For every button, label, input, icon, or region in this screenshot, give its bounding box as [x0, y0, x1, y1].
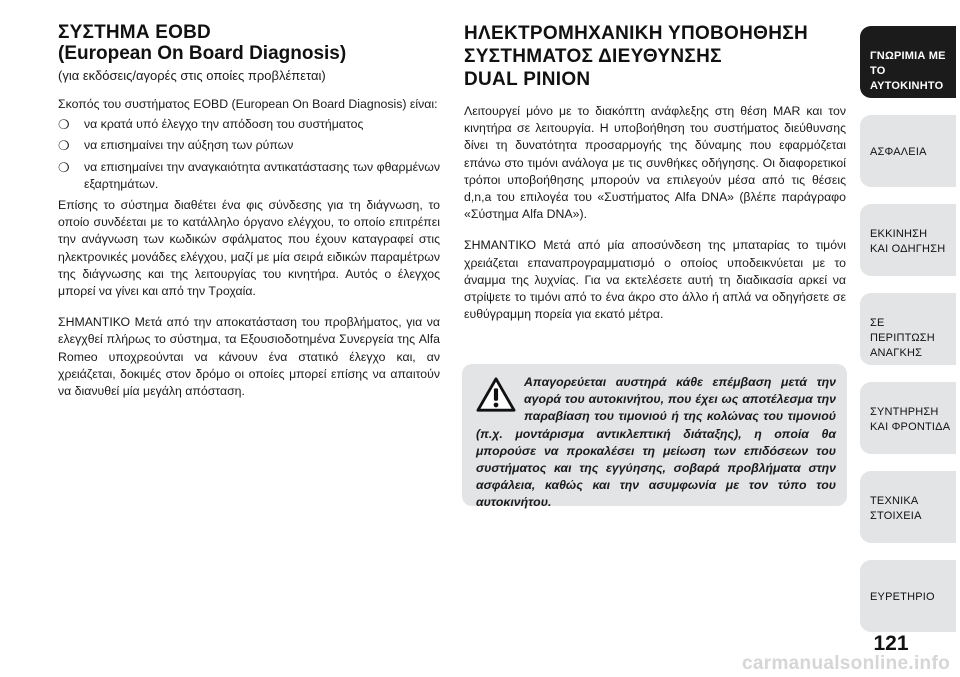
eobd-intro: Σκοπός του συστήματος EOBD (European On Board Diagnosis) είναι: — [58, 97, 438, 111]
eobd-paragraph-diagnosis: Επίσης το σύστημα διαθέτει ένα φις σύνδεσης για τη διάγνωση, το οποίο συνδέεται με το κατάλληλο όργανο ελέγχου, το οποίο επιτρέπει την ανάγνωση των κωδικών σφάλματος που έχουν καταγραφεί στις ηλεκτρονικές μονάδες ελέγχου, μαζί με μία σειρά ειδικών παραμέτρων της διάγνωσης και της λειτουργίας του κινητήρα. Αυτός ο έλεγχος μπορεί να γίνει και από την Τροχαία. — [58, 198, 440, 299]
tab-index[interactable] — [860, 560, 956, 632]
tab-label: ΣΕ ΠΕΡΙΠΤΩΣΗ — [870, 317, 935, 344]
tab-label: ΑΝΑΓΚΗΣ — [870, 347, 923, 359]
tab-label: ΑΥΤΟΚΙΝΗΤΟ — [870, 80, 944, 92]
tab-safety[interactable] — [860, 115, 956, 187]
tab-technical-data[interactable] — [860, 471, 956, 543]
warning-text-body: Απαγορεύεται αυστηρά κάθε επέμβαση μετά την αγορά του αυτοκινήτου, που έχει ως αποτέλεσμα την παραβίαση του τιμονιού ή της κολώνας του τιμονιού (π.χ. μοντάρισμα αντικλεπτική διάταξης), η οποία θα μπορούσε να προκαλέσει τη μείωση των επιδόσεων του συστήματος και της εγγύησης, σοβαρά προβλήματα στην ασφάλεια, καθώς και την ασυμφωνία με τον τύπο του αυτοκινήτου. — [476, 375, 836, 510]
list-item — [58, 116, 440, 133]
dual-pinion-title-line3: DUAL PINION — [464, 69, 591, 90]
list-item-text: να κρατά υπό έλεγχο την απόδοση του συστήματος — [84, 117, 364, 132]
bullet-circle-icon: ❍ — [58, 138, 70, 154]
tab-label: ΓΝΩΡΙΜΙΑ ΜΕ ΤΟ — [870, 50, 946, 77]
bullet-circle-icon: ❍ — [58, 117, 70, 133]
tab-label: ΚΑΙ ΦΡΟΝΤΙΔΑ — [870, 421, 951, 433]
tab-emergency[interactable] — [860, 293, 956, 365]
list-item-text: να επισημαίνει την αύξηση των ρύπων — [84, 138, 294, 153]
dual-pinion-paragraph-important: ΣΗΜΑΝΤΙΚΟ Μετά από μία αποσύνδεση της μπαταρίας το τιμόνι χρειάζεται επαναπρογραμματισμό ο οποίος υποδεικνύεται με το άναμμα της λυχνίας. Για να εκτελέσετε αυτή τη διαδικασία αρκεί να στρίψετε το τιμόνι από το ένα άκρο στο άλλο ή απλά να οδηγήσετε σε ευθύγραμμη πορεία για εκατό μέτρα. — [464, 238, 846, 322]
list-item — [58, 137, 440, 154]
eobd-bullet-list — [58, 116, 440, 193]
tab-label: ΕΥΡΕΤΗΡΙΟ — [870, 591, 935, 603]
warning-box — [462, 364, 847, 510]
eobd-title-subline: (European On Board Diagnosis) — [58, 43, 347, 64]
tab-label: ΣΤΟΙΧΕΙΑ — [870, 510, 922, 522]
dual-pinion-title: ΗΛΕΚΤΡΟΜΗΧΑΝΙΚΗ ΥΠΟΒΟΗΘΗΣΗ — [464, 23, 808, 44]
tab-label: ΣΥΝΤΗΡΗΣΗ — [870, 406, 939, 418]
tab-maintenance-and-care[interactable] — [860, 382, 956, 454]
tab-getting-to-know-car[interactable] — [860, 26, 956, 98]
left-column — [58, 22, 440, 400]
eobd-title: ΣΥΣΤΗΜΑ EOBD — [58, 22, 211, 43]
watermark: carmanualsonline.info — [742, 653, 950, 674]
eobd-subtitle: (για εκδόσεις/αγορές στις οποίες προβλέπεται) — [58, 68, 326, 83]
tab-label: ΤΕΧΝΙΚΑ — [870, 495, 919, 507]
right-column — [464, 22, 846, 323]
list-item — [58, 159, 440, 193]
dual-pinion-title-line2: ΣΥΣΤΗΜΑΤΟΣ ΔΙΕΥΘΥΝΣΗΣ — [464, 46, 722, 67]
tab-label: ΑΣΦΑΛΕΙΑ — [870, 146, 927, 158]
dual-pinion-paragraph: Λειτουργεί μόνο με το διακόπτη ανάφλεξης στη θέση MAR και τον κινητήρα σε λειτουργία. Η υποβοήθηση του συστήματος διεύθυνσης δίνει τη δυνατότητα προσαρμογής της δύναμης που εφαρμόζεται επάνω στο τιμόνι ανάλογα με τις συνθήκες οδήγησης. Οι διαφορετικοί τρόποι υποβοήθησης μπορούν να επιλεγούν μέσα από τις θέσεις d,n,a του επιλογέα του «Συστήματος Alfa DNA» (βλέπε παράγραφο «Σύστημα Alfa DNA»). — [464, 104, 846, 222]
tab-starting-and-driving[interactable] — [860, 204, 956, 276]
tab-label: ΕΚΚΙΝΗΣΗ — [870, 228, 928, 240]
bullet-circle-icon: ❍ — [58, 159, 70, 175]
eobd-paragraph-important: ΣΗΜΑΝΤΙΚΟ Μετά από την αποκατάσταση του προβλήματος, για να ελεγχθεί πλήρως το σύστημα, τα Εξουσιοδοτημένα Συνεργεία της Alfa Romeo υποχρεούνται να κάνουν ένα στατικό έλεγχο και, αν χρειάζεται, δοκιμές στον δρόμο οι οποίες μπορεί επίσης να απαιτούν να διανυθεί μία μεγάλη απόσταση. — [58, 315, 440, 399]
page-number: 121 — [873, 632, 909, 655]
tab-label: ΚΑΙ ΟΔΗΓΗΣΗ — [870, 243, 946, 255]
warning-text — [476, 374, 836, 512]
list-item-text: να επισημαίνει την αναγκαιότητα αντικατάστασης των φθαρμένων εξαρτημάτων. — [84, 159, 440, 191]
